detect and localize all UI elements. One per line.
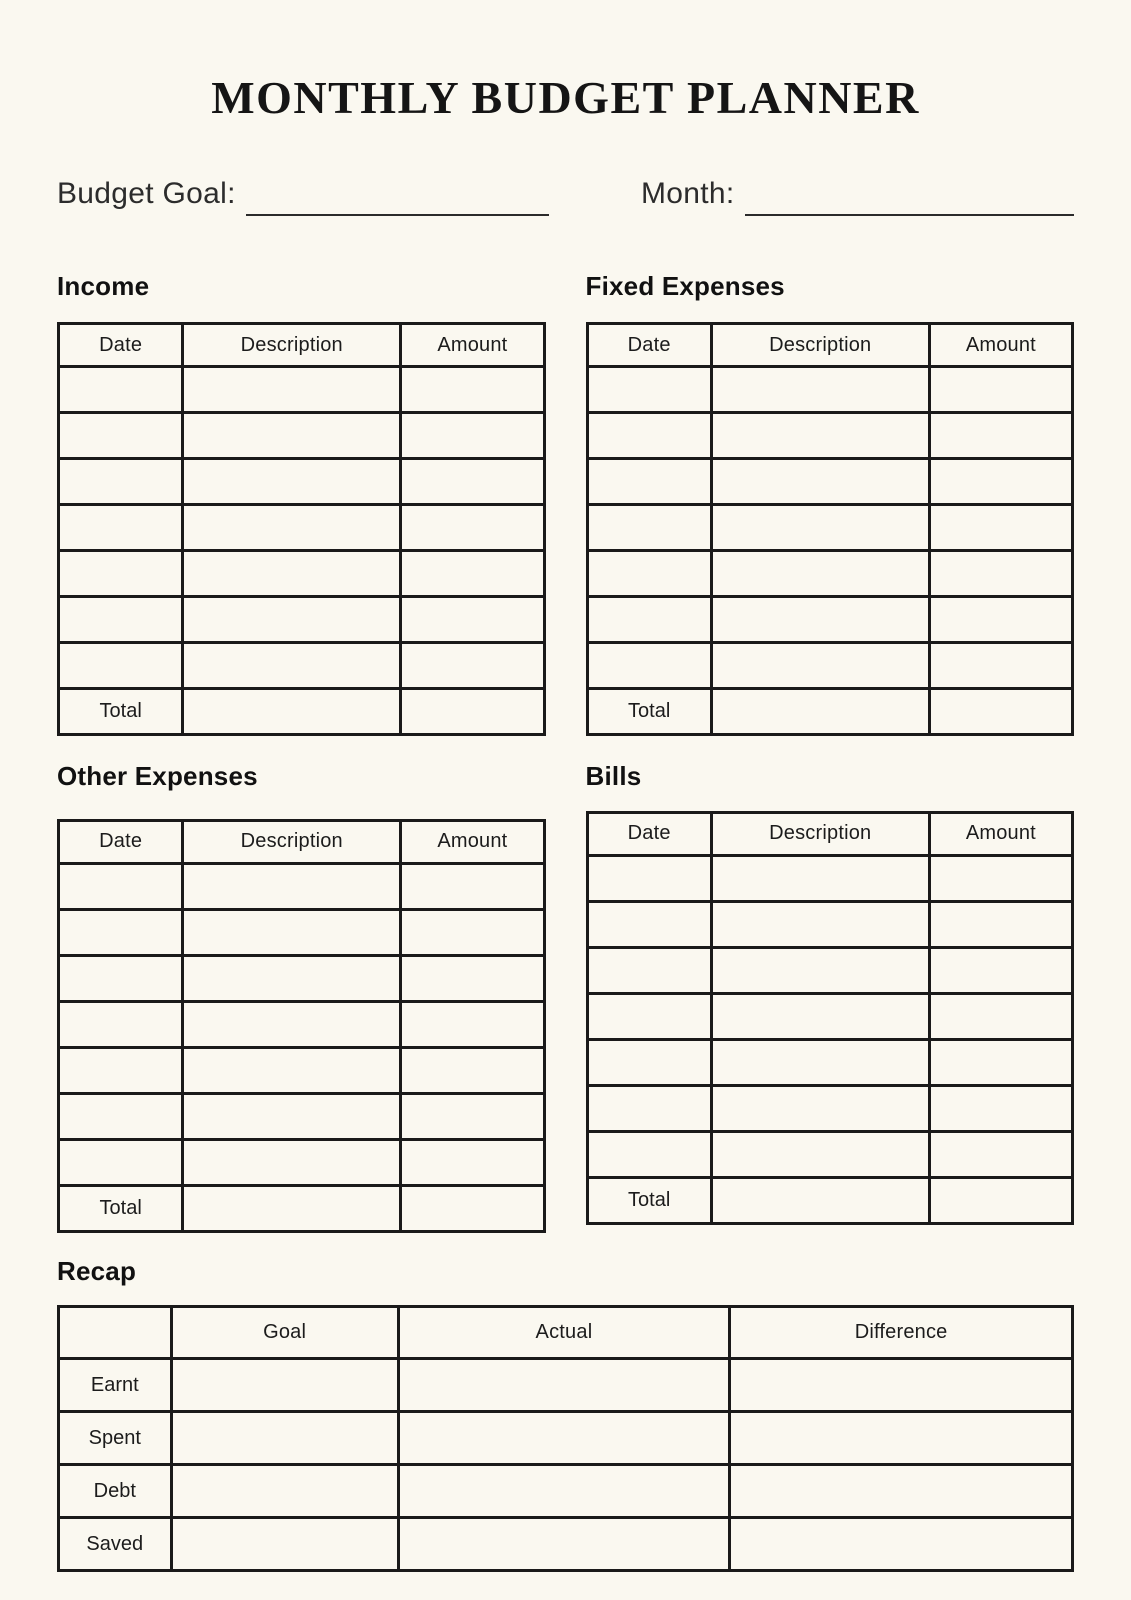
column-header-amount: Amount	[401, 820, 544, 863]
recap-row-label: Debt	[59, 1465, 172, 1518]
entry-cell-amount[interactable]	[929, 855, 1072, 901]
entry-cell-date[interactable]	[59, 459, 183, 505]
total-description-cell[interactable]	[183, 689, 401, 735]
entry-row	[59, 551, 545, 597]
entry-cell-date[interactable]	[587, 643, 711, 689]
entry-cell-amount[interactable]	[929, 551, 1072, 597]
entry-cell-description[interactable]	[183, 597, 401, 643]
fixed-expenses-table	[586, 322, 1075, 736]
entry-cell-date[interactable]	[59, 863, 183, 909]
total-label-cell: Total	[587, 1177, 711, 1223]
total-amount-cell[interactable]	[401, 689, 544, 735]
entry-cell-amount[interactable]	[401, 551, 544, 597]
entry-row	[59, 863, 545, 909]
other-expenses-table	[57, 819, 546, 1233]
recap-actual-cell[interactable]	[398, 1518, 730, 1571]
entry-cell-date[interactable]	[59, 1001, 183, 1047]
fixed-expenses-section-title: Fixed Expenses	[585, 270, 785, 301]
recap-section-title: Recap	[57, 1255, 137, 1286]
entry-cell-description[interactable]	[183, 909, 401, 955]
entry-row	[587, 505, 1073, 551]
entry-cell-description[interactable]	[183, 863, 401, 909]
entry-cell-date[interactable]	[587, 505, 711, 551]
month-line[interactable]	[745, 214, 1074, 216]
entry-cell-amount[interactable]	[929, 597, 1072, 643]
entry-cell-description[interactable]	[711, 1085, 929, 1131]
recap-goal-cell[interactable]	[171, 1518, 398, 1571]
entry-cell-description[interactable]	[183, 955, 401, 1001]
total-amount-cell[interactable]	[929, 1177, 1072, 1223]
entry-cell-amount[interactable]	[929, 1131, 1072, 1177]
entry-cell-amount[interactable]	[929, 643, 1072, 689]
top-sections-row	[57, 270, 1074, 737]
recap-difference-cell[interactable]	[730, 1518, 1073, 1571]
column-header-amount: Amount	[929, 812, 1072, 855]
entry-cell-amount[interactable]	[929, 993, 1072, 1039]
other-expenses-section-title: Other Expenses	[57, 761, 258, 792]
entry-row	[59, 1047, 545, 1093]
entry-cell-date[interactable]	[59, 1139, 183, 1185]
recap-table	[57, 1305, 1074, 1572]
recap-difference-cell[interactable]	[730, 1359, 1073, 1412]
recap-section	[57, 1255, 1074, 1573]
total-amount-cell[interactable]	[401, 1185, 544, 1231]
column-header-description: Description	[183, 820, 401, 863]
entry-cell-description[interactable]	[711, 413, 929, 459]
entry-cell-amount[interactable]	[401, 1139, 544, 1185]
entry-cell-amount[interactable]	[929, 459, 1072, 505]
entry-cell-description[interactable]	[711, 643, 929, 689]
entry-cell-date[interactable]	[587, 367, 711, 413]
entry-row	[587, 993, 1073, 1039]
entry-row	[59, 955, 545, 1001]
entry-row	[587, 1085, 1073, 1131]
entry-cell-amount[interactable]	[401, 1093, 544, 1139]
entry-row	[59, 413, 545, 459]
entry-cell-amount[interactable]	[929, 505, 1072, 551]
recap-row-spent	[59, 1412, 1073, 1465]
entry-cell-amount[interactable]	[401, 459, 544, 505]
entry-cell-date[interactable]	[587, 597, 711, 643]
entry-cell-date[interactable]	[59, 505, 183, 551]
recap-actual-cell[interactable]	[398, 1359, 730, 1412]
recap-row-earnt	[59, 1359, 1073, 1412]
column-header-amount: Amount	[401, 324, 544, 367]
entry-row	[59, 505, 545, 551]
recap-row-label: Earnt	[59, 1359, 172, 1412]
entry-cell-description[interactable]	[711, 459, 929, 505]
entry-cell-date[interactable]	[587, 1085, 711, 1131]
entry-row	[59, 643, 545, 689]
budget-goal-line[interactable]	[246, 214, 549, 216]
recap-row-label: Saved	[59, 1518, 172, 1571]
column-header-date: Date	[59, 820, 183, 863]
page-title: MONTHLY BUDGET PLANNER	[211, 72, 920, 123]
entry-cell-amount[interactable]	[401, 909, 544, 955]
entry-cell-date[interactable]	[59, 551, 183, 597]
table-header-row	[587, 812, 1073, 855]
entry-row	[587, 459, 1073, 505]
entry-cell-description[interactable]	[711, 947, 929, 993]
entry-row	[59, 1139, 545, 1185]
entry-row	[587, 413, 1073, 459]
month-field-group	[641, 177, 1074, 216]
entry-row	[587, 1131, 1073, 1177]
bottom-sections-row	[57, 760, 1074, 1233]
other-expenses-section	[57, 760, 546, 1233]
total-description-cell[interactable]	[711, 689, 929, 735]
budget-goal-field-group	[57, 177, 549, 216]
entry-row	[59, 367, 545, 413]
entry-cell-amount[interactable]	[401, 597, 544, 643]
entry-cell-amount[interactable]	[401, 643, 544, 689]
entry-cell-amount[interactable]	[929, 901, 1072, 947]
entry-cell-description[interactable]	[711, 855, 929, 901]
total-row	[587, 689, 1073, 735]
total-row	[587, 1177, 1073, 1223]
total-row	[59, 689, 545, 735]
recap-difference-cell[interactable]	[730, 1465, 1073, 1518]
entry-cell-description[interactable]	[711, 1131, 929, 1177]
recap-column-header-actual: Actual	[398, 1307, 730, 1359]
entry-cell-date[interactable]	[587, 901, 711, 947]
fixed-expenses-section	[586, 270, 1075, 737]
entry-cell-date[interactable]	[59, 909, 183, 955]
column-header-amount: Amount	[929, 324, 1072, 367]
entry-cell-date[interactable]	[59, 1093, 183, 1139]
recap-row-saved	[59, 1518, 1073, 1571]
fill-in-fields-row	[57, 177, 1074, 216]
recap-difference-cell[interactable]	[730, 1412, 1073, 1465]
entry-cell-date[interactable]	[587, 413, 711, 459]
entry-cell-description[interactable]	[183, 1139, 401, 1185]
entry-cell-amount[interactable]	[401, 863, 544, 909]
entry-row	[587, 367, 1073, 413]
entry-row	[587, 1039, 1073, 1085]
entry-cell-description[interactable]	[183, 1001, 401, 1047]
entry-cell-amount[interactable]	[401, 1047, 544, 1093]
bills-section	[586, 760, 1075, 1233]
entry-cell-description[interactable]	[183, 551, 401, 597]
income-section-title: Income	[57, 270, 150, 301]
entry-cell-date[interactable]	[59, 597, 183, 643]
entry-row	[587, 855, 1073, 901]
entry-cell-date[interactable]	[587, 551, 711, 597]
entry-row	[59, 1001, 545, 1047]
income-section	[57, 270, 546, 737]
table-header-row	[59, 324, 545, 367]
table-header-row	[587, 324, 1073, 367]
entry-cell-date[interactable]	[587, 947, 711, 993]
column-header-date: Date	[59, 324, 183, 367]
entry-row	[59, 1093, 545, 1139]
column-header-date: Date	[587, 812, 711, 855]
entry-cell-date[interactable]	[59, 643, 183, 689]
column-header-description: Description	[183, 324, 401, 367]
entry-row	[587, 597, 1073, 643]
entry-cell-description[interactable]	[183, 367, 401, 413]
table-header-row	[59, 820, 545, 863]
entry-cell-description[interactable]	[711, 993, 929, 1039]
entry-cell-description[interactable]	[183, 1093, 401, 1139]
column-header-description: Description	[711, 812, 929, 855]
entry-cell-amount[interactable]	[929, 947, 1072, 993]
entry-cell-date[interactable]	[587, 855, 711, 901]
month-label: Month:	[641, 177, 735, 211]
entry-cell-description[interactable]	[183, 505, 401, 551]
total-amount-cell[interactable]	[929, 689, 1072, 735]
entry-cell-description[interactable]	[711, 597, 929, 643]
entry-cell-date[interactable]	[587, 459, 711, 505]
total-label-cell: Total	[587, 689, 711, 735]
entry-cell-description[interactable]	[711, 551, 929, 597]
entry-row	[59, 597, 545, 643]
column-header-description: Description	[711, 324, 929, 367]
entry-row	[587, 551, 1073, 597]
entry-cell-date[interactable]	[587, 1131, 711, 1177]
entry-cell-amount[interactable]	[929, 413, 1072, 459]
entry-row	[587, 643, 1073, 689]
recap-row-label: Spent	[59, 1412, 172, 1465]
entry-cell-amount[interactable]	[929, 1085, 1072, 1131]
entry-cell-amount[interactable]	[401, 1001, 544, 1047]
entry-cell-description[interactable]	[711, 1039, 929, 1085]
recap-column-header-goal: Goal	[171, 1307, 398, 1359]
entry-cell-date[interactable]	[59, 367, 183, 413]
total-row	[59, 1185, 545, 1231]
entry-cell-amount[interactable]	[401, 505, 544, 551]
entry-cell-date[interactable]	[59, 413, 183, 459]
recap-corner-cell	[59, 1307, 172, 1359]
total-description-cell[interactable]	[711, 1177, 929, 1223]
total-description-cell[interactable]	[183, 1185, 401, 1231]
entry-cell-description[interactable]	[711, 505, 929, 551]
recap-actual-cell[interactable]	[398, 1465, 730, 1518]
entry-row	[59, 909, 545, 955]
entry-cell-date[interactable]	[59, 1047, 183, 1093]
entry-row	[59, 459, 545, 505]
recap-column-header-difference: Difference	[730, 1307, 1073, 1359]
entry-cell-amount[interactable]	[929, 1039, 1072, 1085]
recap-header-row	[59, 1307, 1073, 1359]
entry-cell-description[interactable]	[183, 643, 401, 689]
column-header-date: Date	[587, 324, 711, 367]
recap-actual-cell[interactable]	[398, 1412, 730, 1465]
recap-goal-cell[interactable]	[171, 1412, 398, 1465]
budget-goal-label: Budget Goal:	[57, 177, 236, 211]
entry-cell-date[interactable]	[587, 1039, 711, 1085]
income-table	[57, 322, 546, 736]
bills-section-title: Bills	[585, 761, 642, 792]
recap-row-debt	[59, 1465, 1073, 1518]
entry-cell-description[interactable]	[183, 459, 401, 505]
entry-cell-amount[interactable]	[401, 413, 544, 459]
recap-goal-cell[interactable]	[171, 1359, 398, 1412]
entry-row	[587, 947, 1073, 993]
entry-cell-description[interactable]	[183, 1047, 401, 1093]
entry-cell-amount[interactable]	[401, 955, 544, 1001]
entry-cell-date[interactable]	[59, 955, 183, 1001]
bills-table	[586, 811, 1075, 1225]
total-label-cell: Total	[59, 1185, 183, 1231]
entry-cell-description[interactable]	[711, 901, 929, 947]
entry-cell-amount[interactable]	[929, 367, 1072, 413]
entry-cell-amount[interactable]	[401, 367, 544, 413]
entry-cell-description[interactable]	[183, 413, 401, 459]
entry-cell-description[interactable]	[711, 367, 929, 413]
recap-goal-cell[interactable]	[171, 1465, 398, 1518]
entry-row	[587, 901, 1073, 947]
entry-cell-date[interactable]	[587, 993, 711, 1039]
total-label-cell: Total	[59, 689, 183, 735]
